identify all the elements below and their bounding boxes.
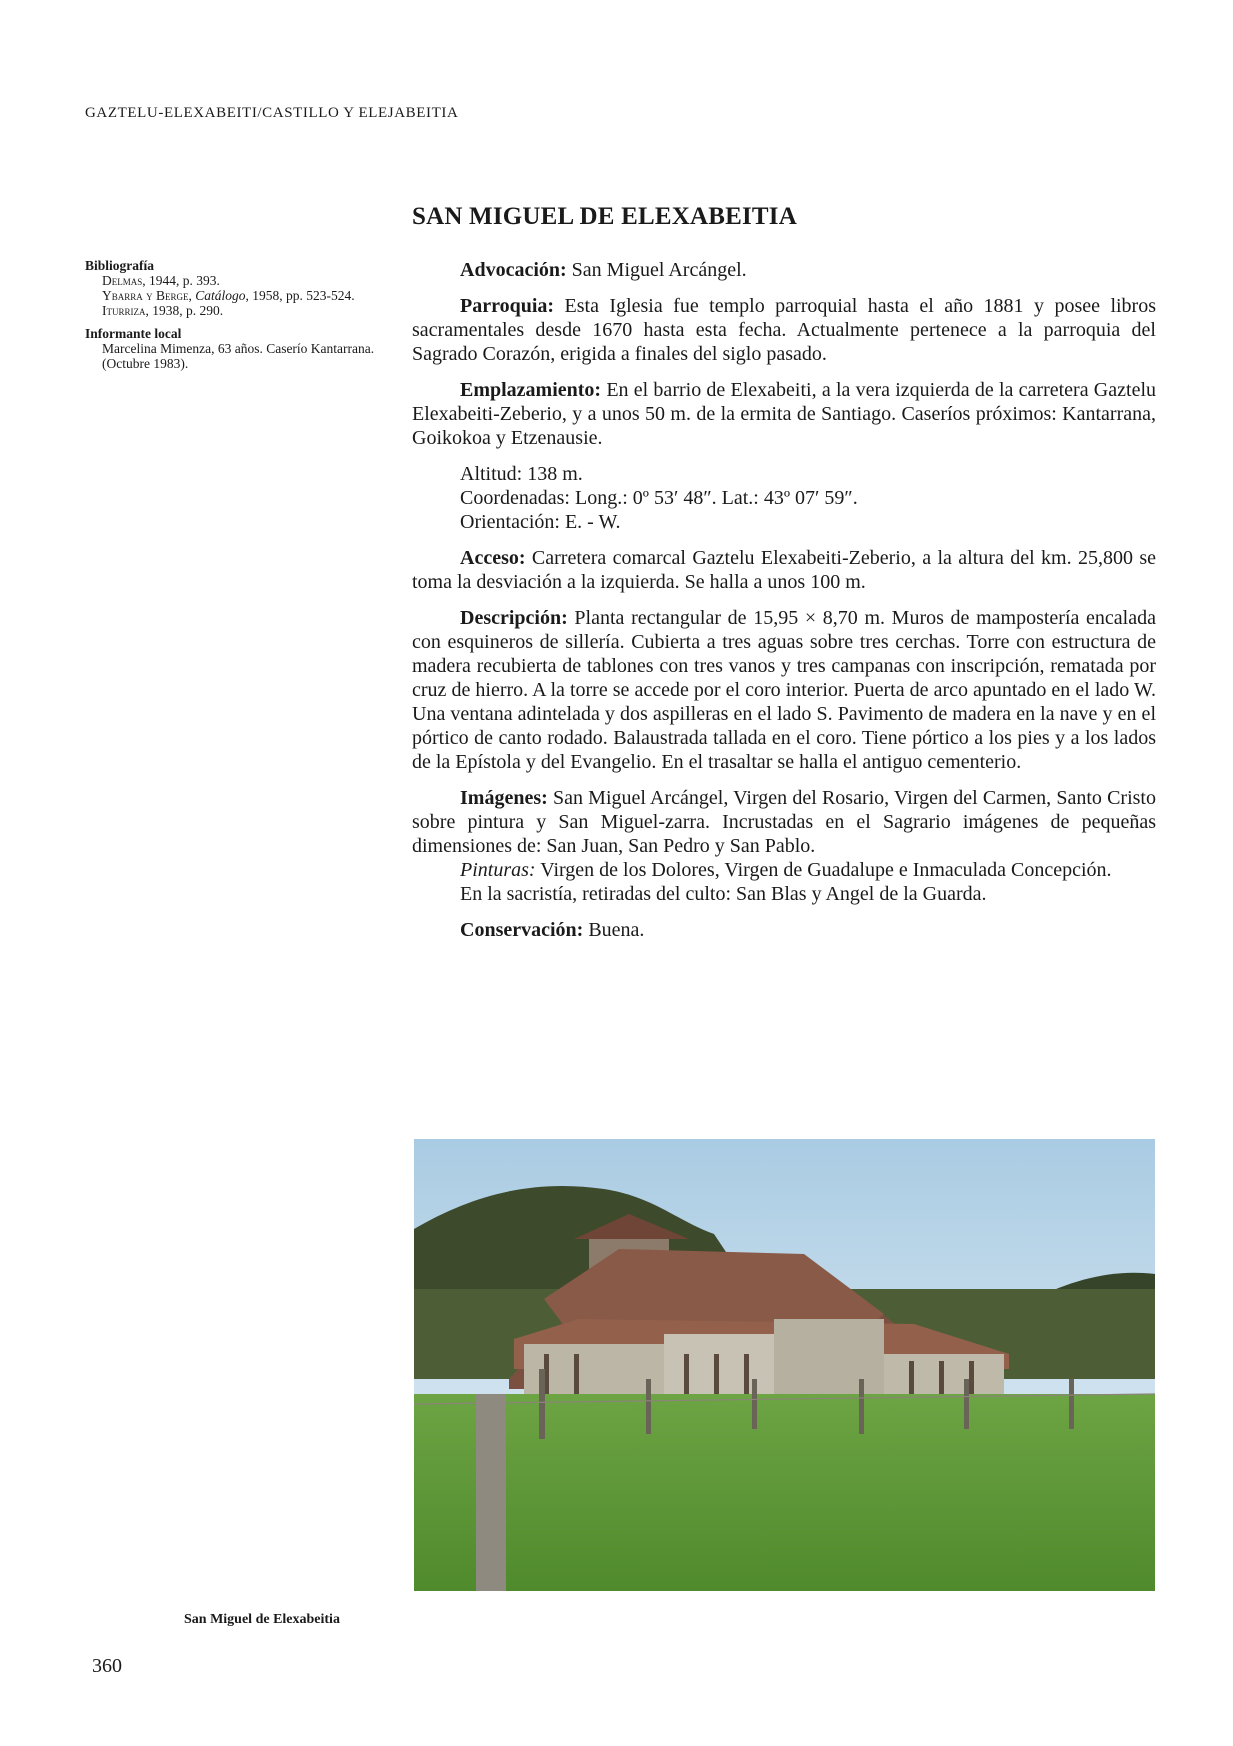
church-wall-center [664,1334,784,1399]
photo-caption: San Miguel de Elexabeitia [184,1612,340,1627]
bibliography-heading: Bibliografía [85,258,155,273]
main-text [412,258,1156,954]
running-head: GAZTELU-ELEXABEITI/CASTILLO Y ELEJABEITIA [85,105,459,121]
meadow [414,1394,1155,1591]
church-photo-illustration [414,1139,1155,1591]
informant-text: Marcelina Mimenza, 63 años. Caserío Kantarrana. (Octubre 1983). [102,341,375,371]
location-data [460,462,1156,534]
emplazamiento-paragraph: Emplazamiento: En el barrio de Elexabeiti, a la vera izquierda de la carretera Gaztelu Elexabeiti-Zeberio, y a unos 50 m. de la ermita de Santiago. Caseríos próximos: Kantarrana, Goikokoa y Etzenausie. [412,379,1156,449]
conservacion-paragraph: Conservación: Buena. [460,919,645,941]
page-title: SAN MIGUEL DE ELEXABEITIA [412,203,797,230]
coordinates: Coordenadas: Long.: 0º 53′ 48″. Lat.: 43º 07′ 59″. [460,487,858,509]
bibliography-entry: Delmas, 1944, p. 393. [102,273,220,288]
informant-heading: Informante local [85,326,182,341]
descripcion-paragraph: Descripción: Planta rectangular de 15,95 × 8,70 m. Muros de mampostería encalada con esquineros de sillería. Cubierta a tres aguas sobre tres cerchas. Torre con estructura de madera recubierta de tablones con tres vanos y tres campanas con inscripción, rematada por cruz de hierro. A la torre se accede por el coro interior. Puerta de arco apuntado en el lado W. Una ventana adintelada y dos aspilleras en el lado S. Pavimento de madera en la nave y en el pórtico de canto rodado. Balaustrada tallada en el coro. Tiene pórtico a los pies y a los lados de la Epístola y del Evangelio. En el trasaltar se halla el antiguo cementerio. [412,607,1156,773]
orientation: Orientación: E. - W. [460,511,621,533]
imagenes-paragraph: Imágenes: San Miguel Arcángel, Virgen del Rosario, Virgen del Carmen, Santo Cristo sobre pintura y San Miguel-zarra. Incrustadas en el Sagrario imágenes de pequeñas dimensiones de: San Juan, San Pedro y San Pablo. [412,787,1156,857]
church-wall-apse [774,1319,884,1399]
sidebar-notes [85,258,385,371]
advocacion-paragraph: Advocación: San Miguel Arcángel. [460,259,747,281]
church-photo [414,1139,1155,1591]
bibliography-entry: Ybarra y Berge, Catálogo, 1958, pp. 523-524. [102,288,355,303]
foreground-fence-post [476,1394,506,1591]
pinturas-paragraph: Pinturas: Virgen de los Dolores, Virgen de Guadalupe e Inmaculada Concepción. [460,859,1112,881]
page-number: 360 [92,1655,122,1677]
parroquia-paragraph: Parroquia: Esta Iglesia fue templo parroquial hasta el año 1881 y posee libros sacramentales desde 1670 hasta esta fecha. Actualmente pertenece a la parroquia del Sagrado Corazón, erigida a finales del siglo pasado. [412,295,1156,365]
sacristia-paragraph: En la sacristía, retiradas del culto: San Blas y Angel de la Guarda. [460,883,987,905]
bibliography-entry: Iturriza, 1938, p. 290. [102,303,224,318]
acceso-paragraph: Acceso: Carretera comarcal Gaztelu Elexabeiti-Zeberio, a la altura del km. 25,800 se toma la desviación a la izquierda. Se halla a unos 100 m. [412,547,1156,593]
altitude: Altitud: 138 m. [460,463,583,485]
